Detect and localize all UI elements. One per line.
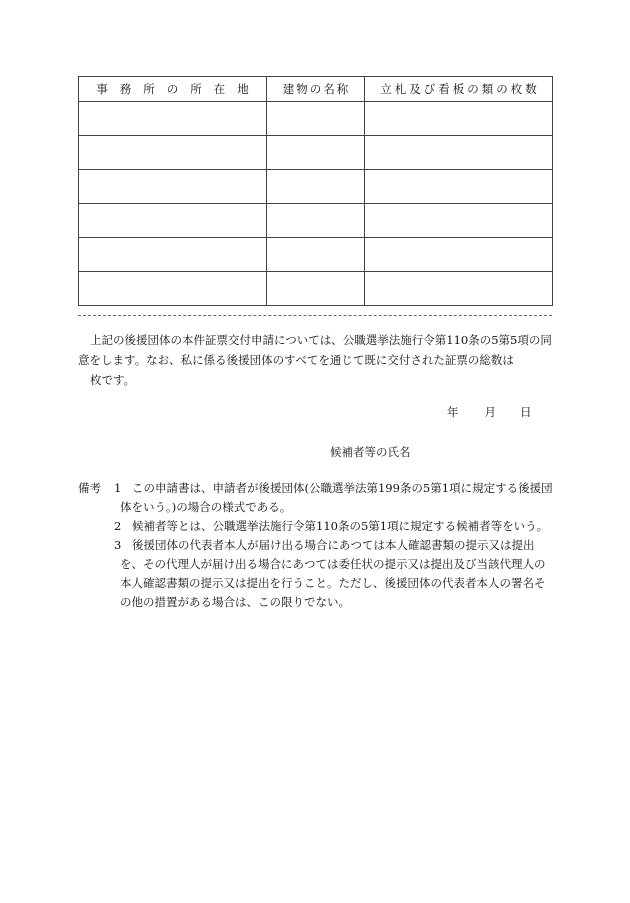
table-row — [79, 204, 553, 238]
table-row — [79, 272, 553, 306]
table-row — [79, 170, 553, 204]
cell-sign-count[interactable] — [365, 238, 553, 272]
cell-office-address[interactable] — [79, 204, 267, 238]
date-day-label: 日 — [520, 405, 532, 419]
notes-heading: 備考 — [78, 481, 101, 495]
cell-building-name[interactable] — [267, 102, 365, 136]
consent-line: 上記の後援団体の本件証票交付申請については、公職選挙法施行令第110条の5第5項の同 — [90, 333, 552, 347]
note-number: 1 — [114, 481, 122, 495]
table-header-row — [79, 77, 553, 102]
cell-office-address[interactable] — [79, 136, 267, 170]
header-sign-count: 立札及び看板の類の枚数 — [365, 77, 553, 102]
cell-building-name[interactable] — [267, 170, 365, 204]
cell-sign-count[interactable] — [365, 272, 553, 306]
header-office-address: 事務所の所在地 — [79, 77, 267, 102]
cell-office-address[interactable] — [79, 272, 267, 306]
cell-sign-count[interactable] — [365, 136, 553, 170]
table-row — [79, 238, 553, 272]
note-number: 3 — [114, 538, 122, 552]
consent-line: 意をします。なお、私に係る後援団体のすべてを通じて既に交付された証票の総数は — [78, 353, 514, 367]
consent-line: 枚です。 — [90, 373, 136, 387]
cell-sign-count[interactable] — [365, 170, 553, 204]
cell-building-name[interactable] — [267, 204, 365, 238]
cell-office-address[interactable] — [79, 238, 267, 272]
cell-office-address[interactable] — [79, 102, 267, 136]
date-year-label: 年 — [447, 405, 459, 419]
office-signboard-table — [78, 76, 553, 306]
note-text-line: 候補者等とは、公職選挙法施行令第110条の5第1項に規定する候補者等をいう。 — [132, 519, 549, 533]
cell-building-name[interactable] — [267, 238, 365, 272]
cell-building-name[interactable] — [267, 136, 365, 170]
cell-sign-count[interactable] — [365, 204, 553, 238]
note-text-line: の他の措置がある場合は、この限りでない。 — [120, 595, 350, 609]
date-line — [447, 404, 532, 420]
cut-line-divider — [78, 315, 552, 316]
table-row — [79, 102, 553, 136]
cell-sign-count[interactable] — [365, 102, 553, 136]
date-month-label: 月 — [484, 405, 496, 419]
note-text-line: この申請書は、申請者が後援団体(公職選挙法第199条の5第1項に規定する後援団 — [132, 481, 553, 495]
notes-section — [78, 479, 558, 612]
cell-office-address[interactable] — [79, 170, 267, 204]
candidate-name-label: 候補者等の氏名 — [330, 445, 411, 459]
consent-paragraph — [78, 330, 554, 390]
note-text-line: を、その代理人が届け出る場合にあつては委任状の提示又は提出及び当該代理人の — [120, 557, 546, 571]
note-text-line: 体をいう。)の場合の様式である。 — [120, 500, 292, 514]
note-text-line: 後援団体の代表者本人が届け出る場合にあつては本人確認書類の提示又は提出 — [132, 538, 535, 552]
note-number: 2 — [114, 519, 122, 533]
cell-building-name[interactable] — [267, 272, 365, 306]
header-building-name: 建物の名称 — [267, 77, 365, 102]
note-text-line: 本人確認書類の提示又は提出を行うこと。ただし、後援団体の代表者本人の署名そ — [120, 576, 546, 590]
table-row — [79, 136, 553, 170]
